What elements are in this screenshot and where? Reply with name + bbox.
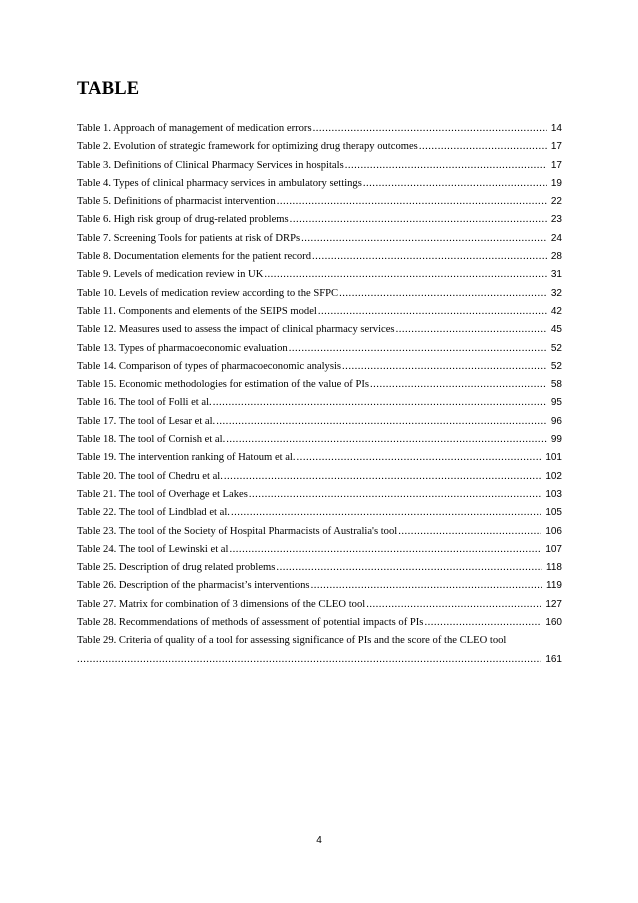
toc-entry-label: Table 24. The tool of Lewinski et al	[77, 543, 229, 555]
toc-entry[interactable]	[77, 120, 562, 138]
toc-entry-label: Table 4. Types of clinical pharmacy services in ambulatory settings	[77, 177, 362, 189]
toc-entry-page: 127	[545, 598, 562, 610]
toc-entry-label: Table 11. Components and elements of the SEIPS model	[77, 305, 317, 317]
toc-entry-label: Table 9. Levels of medication review in UK	[77, 269, 264, 281]
toc-entry-page: 23	[550, 214, 562, 226]
dot-leader	[339, 285, 547, 303]
toc-entry-label: Table 13. Types of pharmacoeconomic evaluation	[77, 342, 288, 354]
page-title: TABLE	[77, 79, 140, 99]
dot-leader	[301, 230, 547, 248]
toc-entry[interactable]	[77, 596, 562, 614]
toc-entry[interactable]	[77, 175, 562, 193]
toc-entry-page: 52	[550, 342, 562, 354]
toc-entry-label: Table 7. Screening Tools for patients at risk of DRPs	[77, 232, 301, 244]
toc-entry-page: 107	[545, 543, 562, 555]
toc-entry[interactable]	[77, 577, 562, 595]
toc-entry[interactable]	[77, 541, 562, 559]
toc-entry[interactable]	[77, 266, 562, 284]
toc-entry[interactable]	[77, 285, 562, 303]
toc-entry-label: Table 2. Evolution of strategic framework for optimizing drug therapy outcomes	[77, 141, 418, 153]
toc-entry-page: 161	[545, 653, 562, 665]
dot-leader	[289, 340, 547, 358]
toc-entry-page: 24	[550, 232, 562, 244]
toc-entry-label: Table 17. The tool of Lesar et al.	[77, 415, 216, 427]
toc-entry-label: Table 8. Documentation elements for the patient record	[77, 251, 311, 263]
dot-leader	[424, 614, 541, 632]
toc-entry[interactable]	[77, 376, 562, 394]
toc-entry-page: 42	[550, 305, 562, 317]
toc-entry-page: 101	[545, 452, 562, 464]
toc-entry-page: 119	[546, 580, 562, 592]
toc-entry-label: Table 19. The intervention ranking of Hatoum et al.	[77, 452, 296, 464]
toc-entry[interactable]	[77, 486, 562, 504]
dot-leader	[249, 486, 541, 504]
toc-entry[interactable]	[77, 248, 562, 266]
toc-entry[interactable]	[77, 193, 562, 211]
dot-leader	[363, 175, 547, 193]
toc-entry[interactable]	[77, 230, 562, 248]
dot-leader	[290, 211, 547, 229]
toc-entry-page: 103	[545, 488, 562, 500]
dot-leader	[311, 577, 542, 595]
dot-leader	[216, 413, 547, 431]
toc-entry-page: 17	[550, 141, 562, 153]
toc-entry[interactable]	[77, 211, 562, 229]
toc-entry[interactable]	[77, 523, 562, 541]
toc-entry-page: 28	[550, 251, 562, 263]
toc-entry[interactable]	[77, 358, 562, 376]
toc-entry[interactable]	[77, 394, 562, 412]
toc-entry-label: Table 29. Criteria of quality of a tool for assessing significance of PIs and the score of the CLEO tool	[77, 635, 507, 647]
dot-leader	[224, 468, 541, 486]
dot-leader	[370, 376, 547, 394]
dot-leader	[419, 138, 547, 156]
toc-entry[interactable]	[77, 449, 562, 467]
toc-entry-label: Table 28. Recommendations of methods of assessment of potential impacts of PIs	[77, 617, 424, 629]
toc-entry[interactable]	[77, 632, 562, 669]
toc-entry-label: Table 16. The tool of Folli et al.	[77, 397, 212, 409]
toc-entry-label: Table 27. Matrix for combination of 3 dimensions of the CLEO tool	[77, 598, 366, 610]
toc-entry[interactable]	[77, 340, 562, 358]
toc-entry-page: 22	[550, 196, 562, 208]
toc-entry[interactable]	[77, 468, 562, 486]
toc-entry-page: 102	[545, 470, 562, 482]
toc-entry-label: Table 5. Definitions of pharmacist intervention	[77, 196, 276, 208]
toc-entry-label: Table 12. Measures used to assess the impact of clinical pharmacy services	[77, 324, 395, 336]
toc-entry-page: 96	[550, 415, 562, 427]
toc-entry-label: Table 6. High risk group of drug-related problems	[77, 214, 289, 226]
toc-entry-page: 31	[550, 269, 562, 281]
dot-leader	[231, 504, 541, 522]
dot-leader	[366, 596, 541, 614]
toc-entry-label: Table 1. Approach of management of medication errors	[77, 123, 312, 134]
toc-entry[interactable]	[77, 614, 562, 632]
toc-entry-label: Table 15. Economic methodologies for estimation of the value of PIs	[77, 379, 369, 391]
dot-leader	[318, 303, 547, 321]
toc-entry[interactable]	[77, 138, 562, 156]
dot-leader	[229, 541, 541, 559]
toc-entry-label: Table 21. The tool of Overhage et Lakes	[77, 488, 248, 500]
toc-entry-page: 118	[546, 562, 562, 574]
toc-entry-page: 105	[545, 507, 562, 519]
dot-leader	[398, 523, 541, 541]
toc-entry-label: Table 3. Definitions of Clinical Pharmacy Services in hospitals	[77, 159, 344, 171]
dot-leader	[226, 431, 547, 449]
toc-entry-label: Table 10. Levels of medication review according to the SFPC	[77, 287, 339, 299]
toc-entry[interactable]	[77, 413, 562, 431]
toc-entry[interactable]	[77, 321, 562, 339]
dot-leader	[312, 248, 547, 266]
dot-leader	[77, 651, 541, 669]
dot-leader	[213, 394, 547, 412]
dot-leader	[345, 157, 547, 175]
dot-leader	[342, 358, 547, 376]
toc-entry[interactable]	[77, 559, 562, 577]
toc-entry[interactable]	[77, 431, 562, 449]
toc-entry-page: 17	[550, 159, 562, 171]
page-number: 4	[316, 835, 322, 846]
table-list	[77, 120, 562, 669]
toc-entry-page: 52	[550, 360, 562, 372]
toc-entry-page: 14	[550, 123, 562, 134]
toc-entry-label: Table 26. Description of the pharmacist’s interventions	[77, 580, 310, 592]
toc-entry-page: 106	[545, 525, 562, 537]
toc-entry-page: 45	[550, 324, 562, 336]
dot-leader	[277, 193, 547, 211]
toc-entry-label: Table 18. The tool of Cornish et al.	[77, 434, 226, 446]
toc-entry-label: Table 25. Description of drug related problems	[77, 562, 276, 574]
dot-leader	[313, 120, 547, 138]
toc-entry-label: Table 14. Comparison of types of pharmacoeconomic analysis	[77, 360, 342, 372]
toc-entry-page: 19	[550, 177, 562, 189]
toc-entry[interactable]	[77, 303, 562, 321]
toc-entry-page: 99	[550, 434, 562, 446]
toc-entry-label: Table 22. The tool of Lindblad et al.	[77, 507, 230, 519]
toc-entry-page: 160	[545, 617, 562, 629]
toc-entry[interactable]	[77, 157, 562, 175]
toc-entry-label: Table 23. The tool of the Society of Hospital Pharmacists of Australia's tool	[77, 525, 398, 537]
dot-leader	[276, 559, 542, 577]
dot-leader	[396, 321, 547, 339]
toc-entry-page: 58	[550, 379, 562, 391]
dot-leader	[264, 266, 547, 284]
toc-entry-label: Table 20. The tool of Chedru et al.	[77, 470, 223, 482]
toc-entry-page: 95	[550, 397, 562, 409]
dot-leader	[297, 449, 542, 467]
toc-entry[interactable]	[77, 504, 562, 522]
toc-entry-page: 32	[550, 287, 562, 299]
